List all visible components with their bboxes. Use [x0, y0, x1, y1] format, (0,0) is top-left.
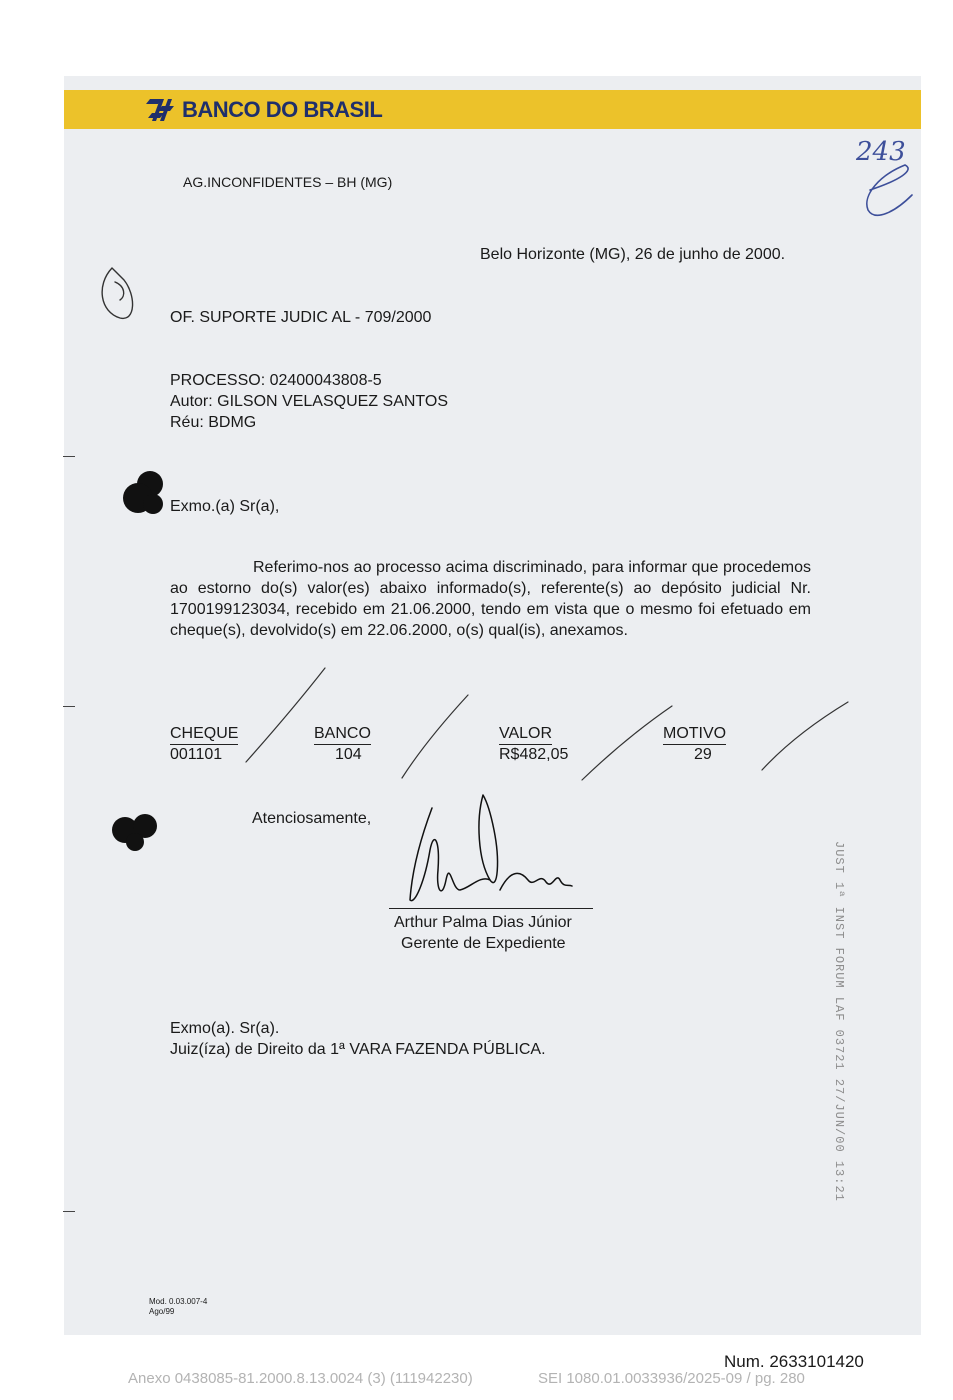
case-defendant: Réu: BDMG [170, 414, 257, 431]
cell-motivo: 29 [694, 746, 712, 763]
signatory-name: Arthur Palma Dias Júnior [394, 914, 572, 931]
case-plaintiff: Autor: GILSON VELASQUEZ SANTOS [170, 393, 449, 410]
handwritten-page-number: 243 [856, 137, 906, 167]
office-reference: OF. SUPORTE JUDIC AL - 709/2000 [170, 309, 432, 326]
sei-reference: SEI 1080.01.0033936/2025-09 / pg. 280 [538, 1370, 805, 1387]
addressee-line-2: Juiz(íza) de Direito da 1ª VARA FAZENDA PÚBLICA. [170, 1041, 546, 1058]
col-header-banco: BANCO [314, 724, 371, 745]
signatory-title: Gerente de Expediente [401, 935, 566, 952]
cell-cheque: 001101 [170, 746, 223, 763]
addressee-line-1: Exmo(a). Sr(a). [170, 1020, 280, 1037]
redaction-blot [112, 471, 163, 851]
col-header-valor: VALOR [499, 724, 552, 745]
closing: Atenciosamente, [252, 810, 372, 827]
annex-reference: Anexo 0438085-81.2000.8.13.0024 (3) (111942230) [128, 1370, 473, 1387]
col-header-motivo: MOTIVO [663, 724, 726, 745]
col-header-cheque: CHEQUE [170, 724, 238, 745]
cell-banco: 104 [335, 746, 362, 763]
initial-mark [867, 165, 912, 215]
salutation: Exmo.(a) Sr(a), [170, 498, 280, 515]
body-text: Referimo-nos ao processo acima discriminado, para informar que procedemos ao estorno do(s) valor(es) abaixo informado(s), referente(s) ao depósito judicial Nr. 1700199123034, recebido em 21.06.2000, tendo em vista que o mesmo foi efetuado em cheque(s), devolvido(s) em 22.06.2000, o(s) qual(is), anexamos. [170, 559, 811, 639]
table-slash-marks [246, 668, 848, 780]
form-code: Mod. 0.03.007-4 [149, 1297, 208, 1306]
receipt-stamp: JUST 1ª INST FORUM LAF 03721 27/JUN/00 13:21 [832, 841, 846, 1202]
signature [410, 795, 572, 901]
circled-number-mark [102, 268, 132, 318]
form-date: Ago/99 [149, 1307, 175, 1316]
bank-name: BANCO DO BRASIL [182, 97, 383, 122]
document-number: Num. 2633101420 [724, 1352, 864, 1371]
branch-name: AG.INCONFIDENTES – BH (MG) [183, 174, 393, 190]
cell-valor: R$482,05 [499, 746, 569, 763]
case-number: PROCESSO: 02400043808-5 [170, 372, 382, 389]
date-line: Belo Horizonte (MG), 26 de junho de 2000. [480, 246, 786, 263]
